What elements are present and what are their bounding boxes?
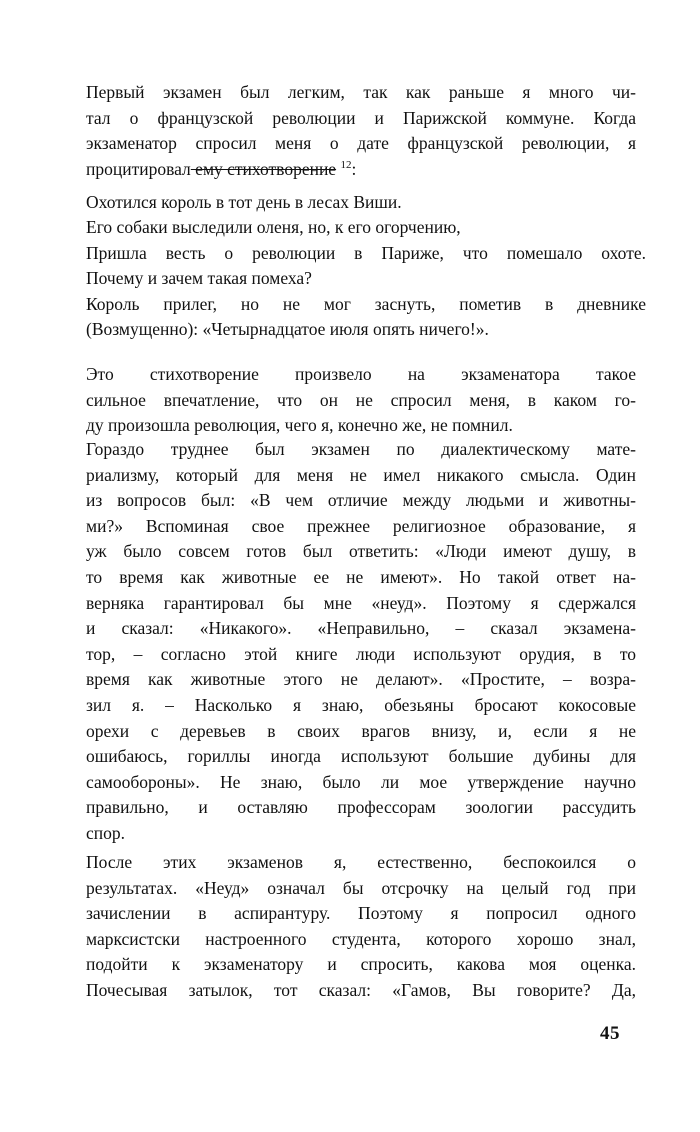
text-line: результатах. «Неуд» означал бы отсрочку на целый год при xyxy=(86,877,636,898)
text-line: ми?» Вспоминая свое прежнее религиозное образование, я xyxy=(86,515,636,536)
text-line: ду произошла революция, чего я, конечно же, не помнил. xyxy=(86,415,513,436)
text-line: марксистски настроенного студента, которого хорошо знал, xyxy=(86,928,636,949)
text-line: зачислении в аспирантуру. Поэтому я попросил одного xyxy=(86,903,636,924)
text-line: правильно, и оставляю профессорам зоологии рассудить xyxy=(86,797,636,818)
paragraph-2 xyxy=(86,362,636,439)
text-line: сильное впечатление, что он не спросил меня, в каком го- xyxy=(86,389,636,410)
text-line: Это стихотворение произвело на экзаменатора такое xyxy=(86,364,636,384)
text-line: то время как животные ее не имеют». Но такой ответ на- xyxy=(86,566,636,587)
text-line: подойти к экзаменатору и спросить, какова моя оценка. xyxy=(86,954,636,975)
paragraph-4 xyxy=(86,850,636,1004)
text-line: зил я. – Насколько я знаю, обезьяны бросают кокосовые xyxy=(86,694,636,715)
text-line: риализму, который для меня не имел никакого смысла. Один xyxy=(86,464,636,485)
text-line: спор. xyxy=(86,822,126,843)
poem-quote xyxy=(86,190,646,342)
text-line xyxy=(86,157,636,183)
text-line: и сказал: «Никакого». «Неправильно, – сказал экзамена- xyxy=(86,618,636,639)
text-line: самообороны». Не знаю, было ли мое утверждение научно xyxy=(86,771,636,792)
text-line: время как животные этого не делают». «Простите, – возра- xyxy=(86,669,636,690)
text-line: Гораздо труднее был экзамен по диалектическому мате- xyxy=(86,439,636,459)
text-line: тал о французской революции и Парижской коммуне. Когда xyxy=(86,107,636,128)
paragraph-3 xyxy=(86,437,636,847)
page-number: 45 xyxy=(600,1023,620,1044)
poem-line: Охотился король в тот день в лесах Виши. xyxy=(86,192,402,212)
text-line: тор, – согласно этой книге люди используют орудия, в то xyxy=(86,643,636,664)
struck-text: ему стихотворение xyxy=(190,158,337,179)
poem-line: Его собаки выследили оленя, но, к его огорчению, xyxy=(86,217,461,238)
text-line: из вопросов был: «В чем отличие между людьми и животны- xyxy=(86,490,636,511)
poem-line: Почему и зачем такая помеха? xyxy=(86,268,312,289)
text-line: уж было совсем готов был ответить: «Люди имеют душу, в xyxy=(86,541,636,562)
poem-line: Пришла весть о революции в Париже, что помешало охоте. xyxy=(86,242,646,263)
poem-line: (Возмущенно): «Четырнадцатое июля опять ничего!». xyxy=(86,319,489,340)
text-fragment: : xyxy=(351,158,357,179)
text-line: экзаменатор спросил меня о дате французской революции, я xyxy=(86,133,636,154)
paragraph-1 xyxy=(86,80,636,182)
text-line: ошибаюсь, гориллы иногда используют большие дубины для xyxy=(86,746,636,767)
text-line: Первый экзамен был легким, так как раньше я много чи- xyxy=(86,82,636,102)
text-line: верняка гарантировал бы мне «неуд». Поэтому я сдержался xyxy=(86,592,636,613)
text-fragment: процитировал xyxy=(86,158,191,179)
text-line: орехи с деревьев в своих врагов внизу, и, если я не xyxy=(86,720,636,741)
text-line: Почесывая затылок, тот сказал: «Гамов, Вы говорите? Да, xyxy=(86,979,636,1000)
poem-line: Король прилег, но не мог заснуть, пометив в дневнике xyxy=(86,293,646,314)
footnote-marker: 12 xyxy=(340,158,352,171)
text-line: После этих экзаменов я, естественно, беспокоился о xyxy=(86,852,636,872)
